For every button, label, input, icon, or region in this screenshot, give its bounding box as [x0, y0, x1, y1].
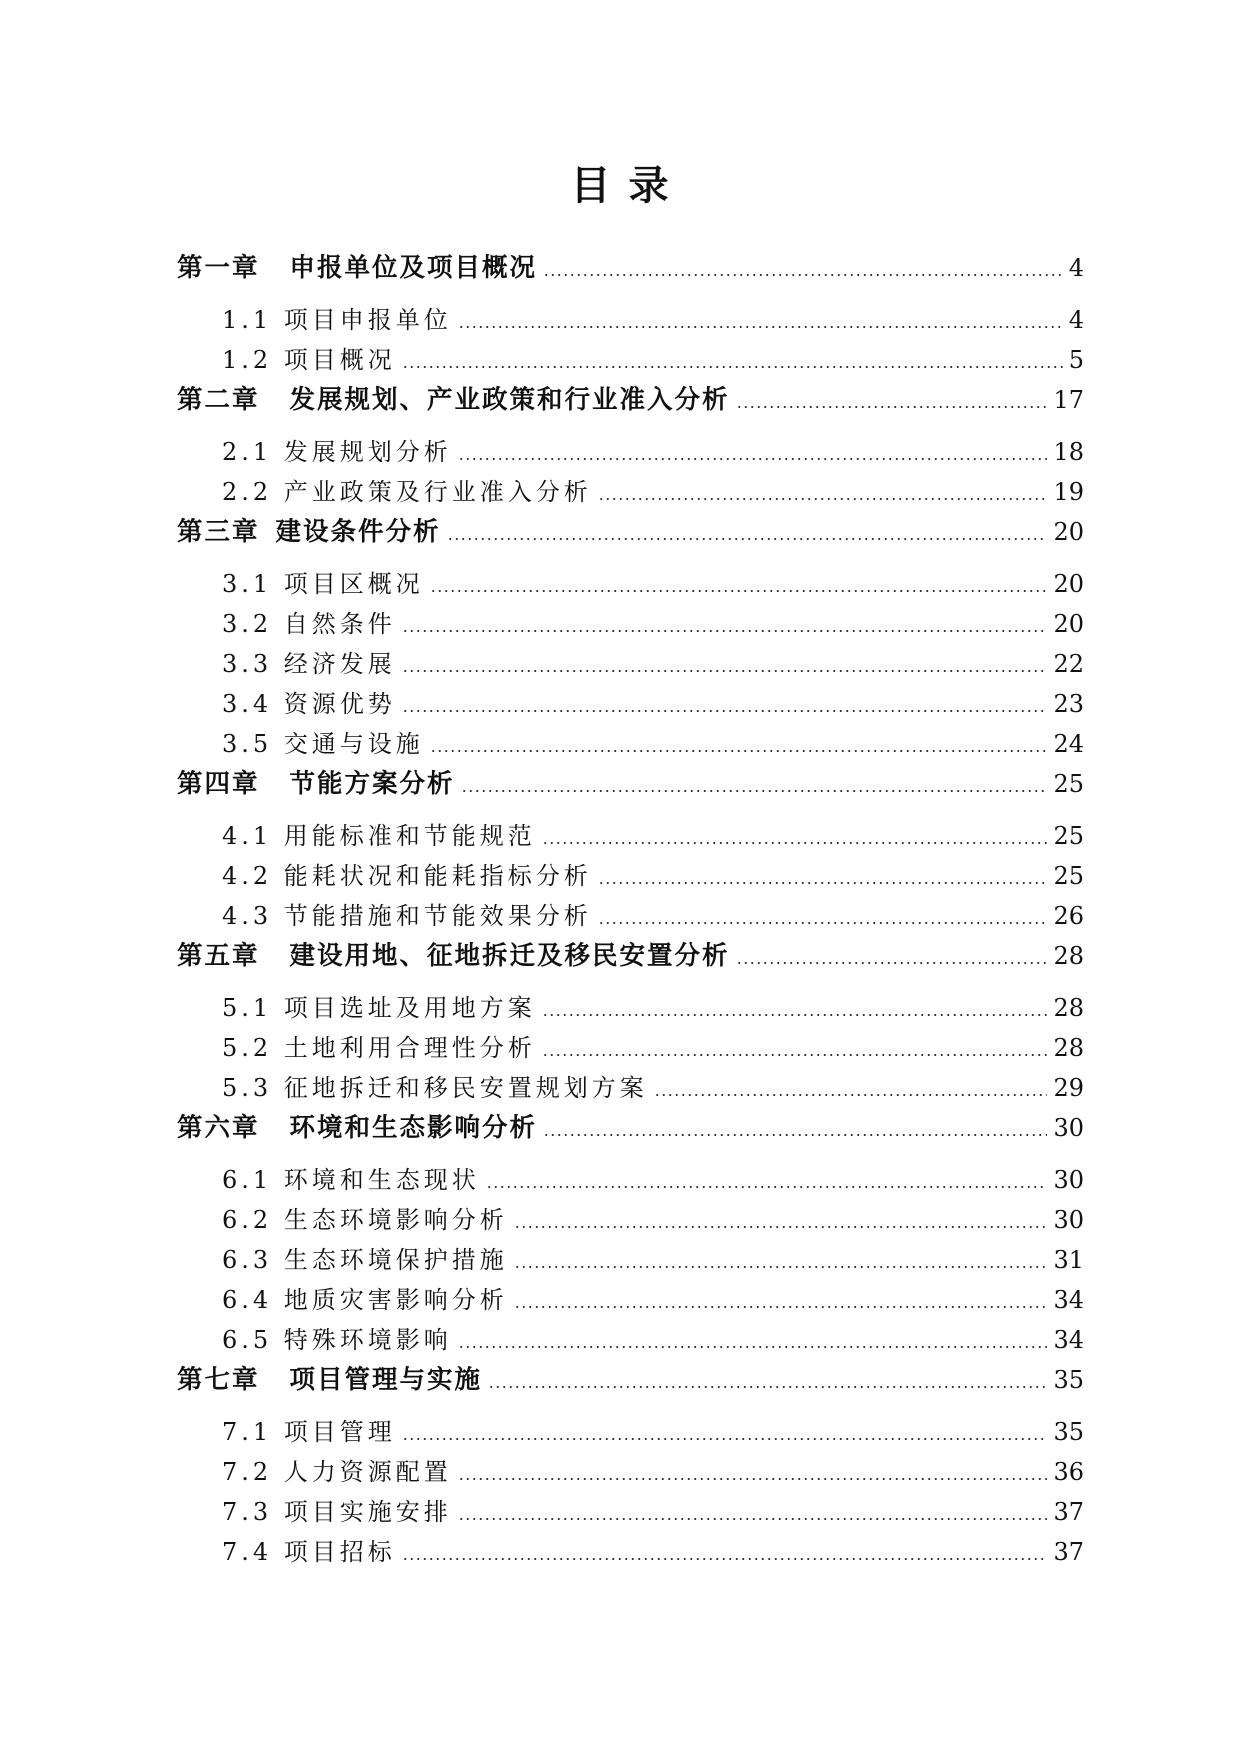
page-title: 目 录: [570, 163, 671, 209]
toc-section-title: 3.4 资源优势: [222, 690, 396, 718]
toc-section-title: 5.1 项目选址及用地方案: [222, 994, 536, 1022]
toc-page-number: 25: [1053, 770, 1084, 798]
toc-chapter-title: 发展规划、产业政策和行业准入分析: [289, 385, 730, 415]
toc-dot-leader: [402, 670, 1048, 672]
toc-section-5-3[interactable]: [222, 1068, 1084, 1108]
toc-dot-leader: [402, 630, 1048, 632]
toc-section-3-1[interactable]: [222, 564, 1084, 604]
toc-section-title: 4.2 能耗状况和能耗指标分析: [222, 862, 592, 890]
toc-page-number: 19: [1053, 478, 1084, 506]
toc-page-number: 30: [1053, 1114, 1084, 1142]
toc-dot-leader: [430, 750, 1048, 752]
toc-chapter-5[interactable]: [177, 936, 1084, 976]
toc-section-title: 7.2 人力资源配置: [222, 1458, 452, 1486]
toc-page-number: 4: [1068, 306, 1084, 334]
toc-section-4-3[interactable]: [222, 896, 1084, 936]
toc-dot-leader: [514, 1306, 1048, 1308]
toc-page-number: 35: [1053, 1418, 1084, 1446]
toc-section-7-1[interactable]: [222, 1412, 1084, 1452]
toc-dot-leader: [542, 1014, 1048, 1016]
toc-section-7-4[interactable]: [222, 1532, 1084, 1572]
toc-chapter-title: 建设条件分析: [275, 517, 441, 547]
toc-dot-leader: [598, 498, 1048, 500]
toc-dot-leader: [458, 458, 1048, 460]
toc-dot-leader: [458, 326, 1063, 328]
toc-page-number: 22: [1053, 650, 1084, 678]
toc-section-6-1[interactable]: [222, 1160, 1084, 1200]
toc-page-number: 5: [1068, 346, 1084, 374]
toc-section-title: 3.3 经济发展: [222, 650, 396, 678]
toc-page-number: 28: [1053, 1034, 1084, 1062]
toc-section-6-2[interactable]: [222, 1200, 1084, 1240]
toc-section-6-3[interactable]: [222, 1240, 1084, 1280]
toc-section-title: 5.2 土地利用合理性分析: [222, 1034, 536, 1062]
toc-page-number: 34: [1053, 1286, 1084, 1314]
toc-section-7-3[interactable]: [222, 1492, 1084, 1532]
toc-page-number: 37: [1053, 1538, 1084, 1566]
toc-chapter-title: 申报单位及项目概况: [289, 253, 538, 283]
toc-dot-leader: [402, 366, 1063, 368]
toc-section-title: 7.4 项目招标: [222, 1538, 396, 1566]
toc-section-3-2[interactable]: [222, 604, 1084, 644]
toc-section-4-2[interactable]: [222, 856, 1084, 896]
toc-dot-leader: [598, 922, 1048, 924]
toc-section-7-2[interactable]: [222, 1452, 1084, 1492]
toc-section-title: 2.1 发展规划分析: [222, 438, 452, 466]
toc-chapter-title: 环境和生态影响分析: [289, 1113, 538, 1143]
toc-dot-leader: [458, 1478, 1048, 1480]
toc-chapter-title: 建设用地、征地拆迁及移民安置分析: [289, 941, 730, 971]
toc-dot-leader: [402, 1558, 1048, 1560]
toc-page-number: 17: [1053, 386, 1084, 414]
toc-section-title: 5.3 征地拆迁和移民安置规划方案: [222, 1074, 648, 1102]
toc-page-number: 4: [1068, 254, 1084, 282]
toc-chapter-title: 节能方案分析: [289, 769, 455, 799]
toc-section-title: 4.3 节能措施和节能效果分析: [222, 902, 592, 930]
toc-page-number: 34: [1053, 1326, 1084, 1354]
toc-chapter-number: 第七章: [177, 1365, 260, 1395]
toc-dot-leader: [447, 538, 1048, 540]
toc-section-4-1[interactable]: [222, 816, 1084, 856]
toc-dot-leader: [402, 1438, 1048, 1440]
toc-chapter-2[interactable]: [177, 380, 1084, 420]
toc-page-number: 18: [1053, 438, 1084, 466]
toc-dot-leader: [461, 790, 1048, 792]
toc-dot-leader: [736, 962, 1048, 964]
toc-page-number: 37: [1053, 1498, 1084, 1526]
toc-chapter-6[interactable]: [177, 1108, 1084, 1148]
toc-section-6-5[interactable]: [222, 1320, 1084, 1360]
toc-page-number: 35: [1053, 1366, 1084, 1394]
toc-page-number: 24: [1053, 730, 1084, 758]
toc-chapter-title: 项目管理与实施: [289, 1365, 483, 1395]
toc-section-title: 1.1 项目申报单位: [222, 306, 452, 334]
toc-dot-leader: [514, 1266, 1048, 1268]
toc-dot-leader: [654, 1094, 1048, 1096]
toc-section-1-2[interactable]: [222, 340, 1084, 380]
toc-dot-leader: [458, 1518, 1048, 1520]
toc-dot-leader: [514, 1226, 1048, 1228]
toc-chapter-1[interactable]: [177, 248, 1084, 288]
toc-chapter-number: 第六章: [177, 1113, 260, 1143]
toc-page-number: 20: [1053, 610, 1084, 638]
toc-section-title: 4.1 用能标准和节能规范: [222, 822, 536, 850]
toc-section-title: 3.1 项目区概况: [222, 570, 424, 598]
toc-dot-leader: [543, 1134, 1047, 1136]
toc-page-number: 31: [1053, 1246, 1084, 1274]
toc-section-title: 6.2 生态环境影响分析: [222, 1206, 508, 1234]
toc-section-title: 7.3 项目实施安排: [222, 1498, 452, 1526]
toc-dot-leader: [542, 1054, 1048, 1056]
toc-page-number: 28: [1053, 994, 1084, 1022]
toc-section-title: 7.1 项目管理: [222, 1418, 396, 1446]
toc-chapter-3[interactable]: [177, 512, 1084, 552]
toc-page-number: 20: [1053, 570, 1084, 598]
toc-page-number: 28: [1053, 942, 1084, 970]
toc-dot-leader: [488, 1386, 1047, 1388]
table-of-contents: [177, 0, 1084, 1754]
toc-section-3-4[interactable]: [222, 684, 1084, 724]
toc-page-number: 23: [1053, 690, 1084, 718]
toc-page-number: 26: [1053, 902, 1084, 930]
toc-chapter-7[interactable]: [177, 1360, 1084, 1400]
toc-section-title: 6.4 地质灾害影响分析: [222, 1286, 508, 1314]
toc-section-5-1[interactable]: [222, 988, 1084, 1028]
toc-section-6-4[interactable]: [222, 1280, 1084, 1320]
toc-dot-leader: [430, 590, 1048, 592]
toc-section-title: 6.1 环境和生态现状: [222, 1166, 480, 1194]
toc-section-3-3[interactable]: [222, 644, 1084, 684]
toc-section-title: 1.2 项目概况: [222, 346, 396, 374]
toc-chapter-number: 第三章: [177, 517, 260, 547]
toc-dot-leader: [486, 1186, 1048, 1188]
toc-section-5-2[interactable]: [222, 1028, 1084, 1068]
toc-section-title: 3.5 交通与设施: [222, 730, 424, 758]
toc-page-number: 30: [1053, 1206, 1084, 1234]
toc-section-title: 6.3 生态环境保护措施: [222, 1246, 508, 1274]
toc-section-1-1[interactable]: [222, 300, 1084, 340]
toc-dot-leader: [402, 710, 1048, 712]
toc-dot-leader: [736, 406, 1048, 408]
toc-page-number: 25: [1053, 862, 1084, 890]
toc-section-title: 3.2 自然条件: [222, 610, 396, 638]
toc-dot-leader: [543, 274, 1063, 276]
toc-dot-leader: [598, 882, 1048, 884]
toc-chapter-number: 第四章: [177, 769, 260, 799]
toc-section-3-5[interactable]: [222, 724, 1084, 764]
toc-section-title: 6.5 特殊环境影响: [222, 1326, 452, 1354]
toc-section-title: 2.2 产业政策及行业准入分析: [222, 478, 592, 506]
toc-page-number: 20: [1053, 518, 1084, 546]
toc-chapter-number: 第一章: [177, 253, 260, 283]
toc-dot-leader: [458, 1346, 1048, 1348]
toc-section-2-1[interactable]: [222, 432, 1084, 472]
toc-section-2-2[interactable]: [222, 472, 1084, 512]
toc-dot-leader: [542, 842, 1048, 844]
toc-chapter-4[interactable]: [177, 764, 1084, 804]
toc-chapter-number: 第二章: [177, 385, 260, 415]
toc-page-number: 36: [1053, 1458, 1084, 1486]
toc-chapter-number: 第五章: [177, 941, 260, 971]
toc-page-number: 29: [1053, 1074, 1084, 1102]
toc-page-number: 25: [1053, 822, 1084, 850]
toc-page-number: 30: [1053, 1166, 1084, 1194]
